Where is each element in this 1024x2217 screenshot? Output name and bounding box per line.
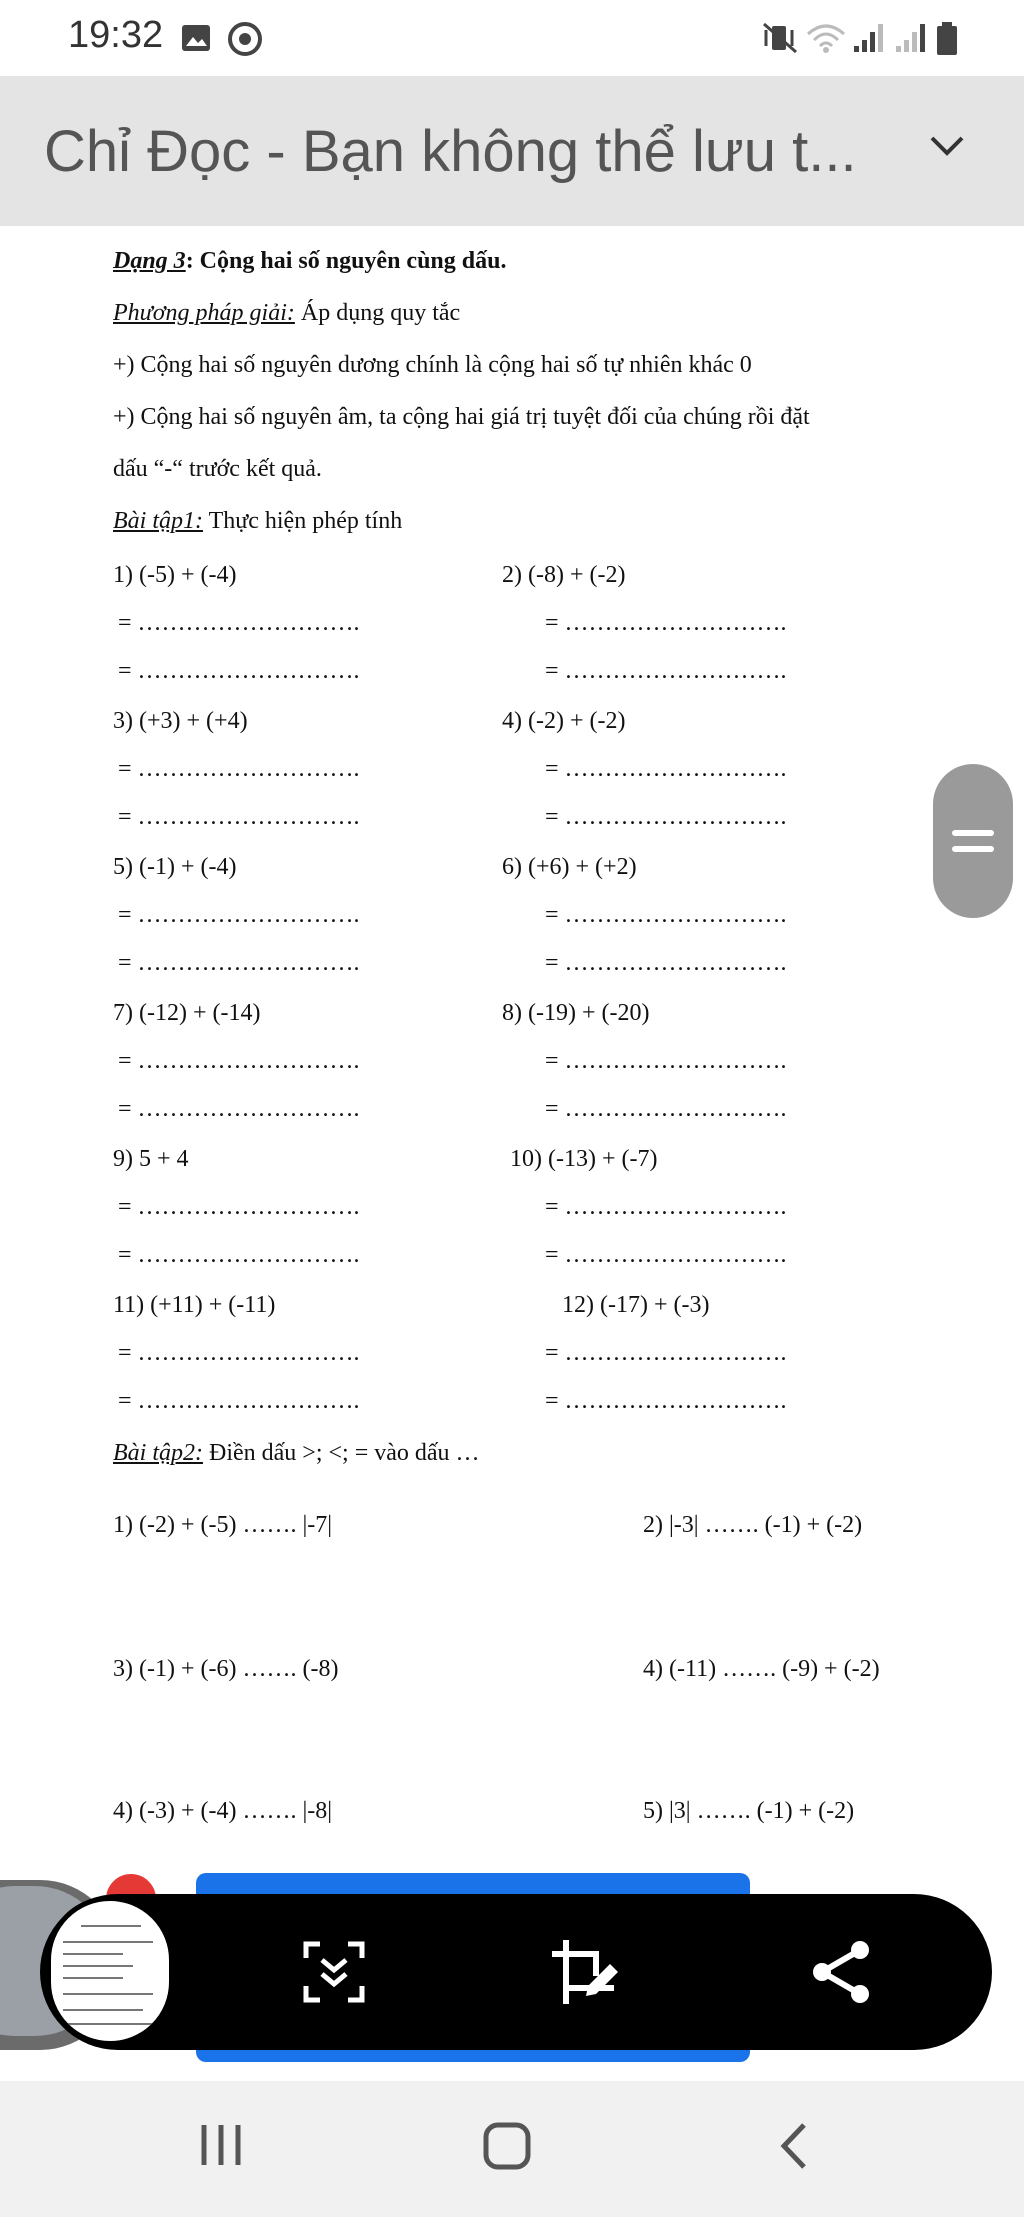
signal-icon [852, 22, 886, 54]
exercise2-item: 4) (-11) ……. (-9) + (-2) [643, 1656, 880, 1682]
exercise2-item: 3) (-1) + (-6) ……. (-8) [113, 1656, 339, 1682]
rule-1: +) Cộng hai số nguyên dương chính là cộng hai số tự nhiên khác 0 [113, 352, 752, 378]
wifi-icon [806, 22, 846, 54]
answer-line: = ………………………. [118, 902, 360, 928]
answer-line: = ………………………. [545, 1242, 787, 1268]
answer-line: = ………………………. [545, 1340, 787, 1366]
signal-2-icon [894, 22, 928, 54]
document-page [0, 226, 1024, 2081]
exercise2-item: 5) |3| ……. (-1) + (-2) [643, 1798, 855, 1824]
exercise1-item: 12) (-17) + (-3) [562, 1292, 710, 1318]
exercise1-item: 2) (-8) + (-2) [502, 562, 626, 588]
recent-apps-icon[interactable] [198, 2121, 244, 2169]
answer-line: = ………………………. [118, 1194, 360, 1220]
answer-line: = ………………………. [118, 804, 360, 830]
answer-line: = ………………………. [545, 658, 787, 684]
exercise1-heading [113, 508, 402, 535]
answer-line: = ………………………. [118, 1388, 360, 1414]
answer-line: = ………………………. [118, 756, 360, 782]
section-heading-label: Dạng 3 [113, 248, 186, 274]
header-title: Chỉ Đọc - Bạn không thể lưu t... [44, 119, 857, 184]
image-icon [180, 22, 212, 54]
rule-2-line2: dấu “-“ trước kết quả. [113, 456, 322, 482]
share-icon[interactable] [806, 1936, 878, 2008]
method-label: Phương pháp giải: [113, 300, 295, 326]
method-text: Áp dụng quy tắc [294, 300, 461, 326]
underlying-blue-button [196, 1873, 750, 1895]
rule-2-line1: +) Cộng hai số nguyên âm, ta cộng hai giá trị tuyệt đối của chúng rồi đặt [113, 404, 810, 430]
exercise1-item: 10) (-13) + (-7) [510, 1146, 658, 1172]
exercise2-item: 4) (-3) + (-4) ……. |-8| [113, 1798, 333, 1824]
answer-line: = ………………………. [545, 950, 787, 976]
answer-line: = ………………………. [545, 1388, 787, 1414]
answer-line: = ………………………. [545, 756, 787, 782]
answer-line: = ………………………. [118, 950, 360, 976]
exercise2-item: 1) (-2) + (-5) ……. |-7| [113, 1512, 333, 1538]
exercise1-item: 4) (-2) + (-2) [502, 708, 626, 734]
exercise2-item: 2) |-3| ……. (-1) + (-2) [643, 1512, 863, 1538]
exercise1-item: 5) (-1) + (-4) [113, 854, 237, 880]
exercise1-text: Thực hiện phép tính [203, 508, 403, 534]
handle-grip-icon [952, 830, 994, 836]
exercise1-item: 8) (-19) + (-20) [502, 1000, 650, 1026]
exercise1-item: 7) (-12) + (-14) [113, 1000, 261, 1026]
method-line [113, 300, 460, 327]
chevron-down-icon[interactable] [928, 134, 966, 158]
home-icon[interactable] [482, 2121, 532, 2171]
answer-line: = ………………………. [118, 610, 360, 636]
answer-line: = ………………………. [118, 1096, 360, 1122]
read-only-header [0, 76, 1024, 226]
status-bar [0, 0, 1024, 76]
mute-vibrate-icon [760, 22, 800, 54]
answer-line: = ………………………. [118, 1340, 360, 1366]
exercise1-item: 3) (+3) + (+4) [113, 708, 248, 734]
section-heading [113, 248, 506, 275]
answer-line: = ………………………. [545, 1194, 787, 1220]
exercise2-heading [113, 1440, 480, 1467]
exercise2-text: Điền dấu >; <; = vào dấu … [203, 1440, 480, 1466]
exercise1-item: 1) (-5) + (-4) [113, 562, 237, 588]
back-icon[interactable] [778, 2121, 810, 2171]
battery-icon [936, 22, 958, 56]
answer-line: = ………………………. [545, 804, 787, 830]
status-time: 19:32 [68, 14, 164, 56]
screenshot-preview[interactable] [46, 1896, 174, 2046]
exercise1-label: Bài tập1: [113, 508, 203, 534]
answer-line: = ………………………. [545, 1048, 787, 1074]
handle-grip-icon [952, 846, 994, 852]
exercise1-item: 11) (+11) + (-11) [113, 1292, 276, 1318]
exercise1-item: 9) 5 + 4 [113, 1146, 189, 1172]
answer-line: = ………………………. [118, 658, 360, 684]
exercise2-label: Bài tập2: [113, 1440, 203, 1466]
answer-line: = ………………………. [545, 1096, 787, 1122]
answer-line: = ………………………. [118, 1048, 360, 1074]
answer-line: = ………………………. [545, 610, 787, 636]
scroll-handle[interactable] [933, 764, 1013, 918]
section-heading-text: : Cộng hai số nguyên cùng dấu. [185, 248, 507, 274]
exercise1-item: 6) (+6) + (+2) [502, 854, 637, 880]
crop-edit-icon[interactable] [548, 1936, 620, 2008]
answer-line: = ………………………. [118, 1242, 360, 1268]
answer-line: = ………………………. [545, 902, 787, 928]
chrome-icon [228, 22, 262, 56]
navigation-bar [0, 2081, 1024, 2217]
scroll-capture-icon[interactable] [298, 1936, 370, 2008]
